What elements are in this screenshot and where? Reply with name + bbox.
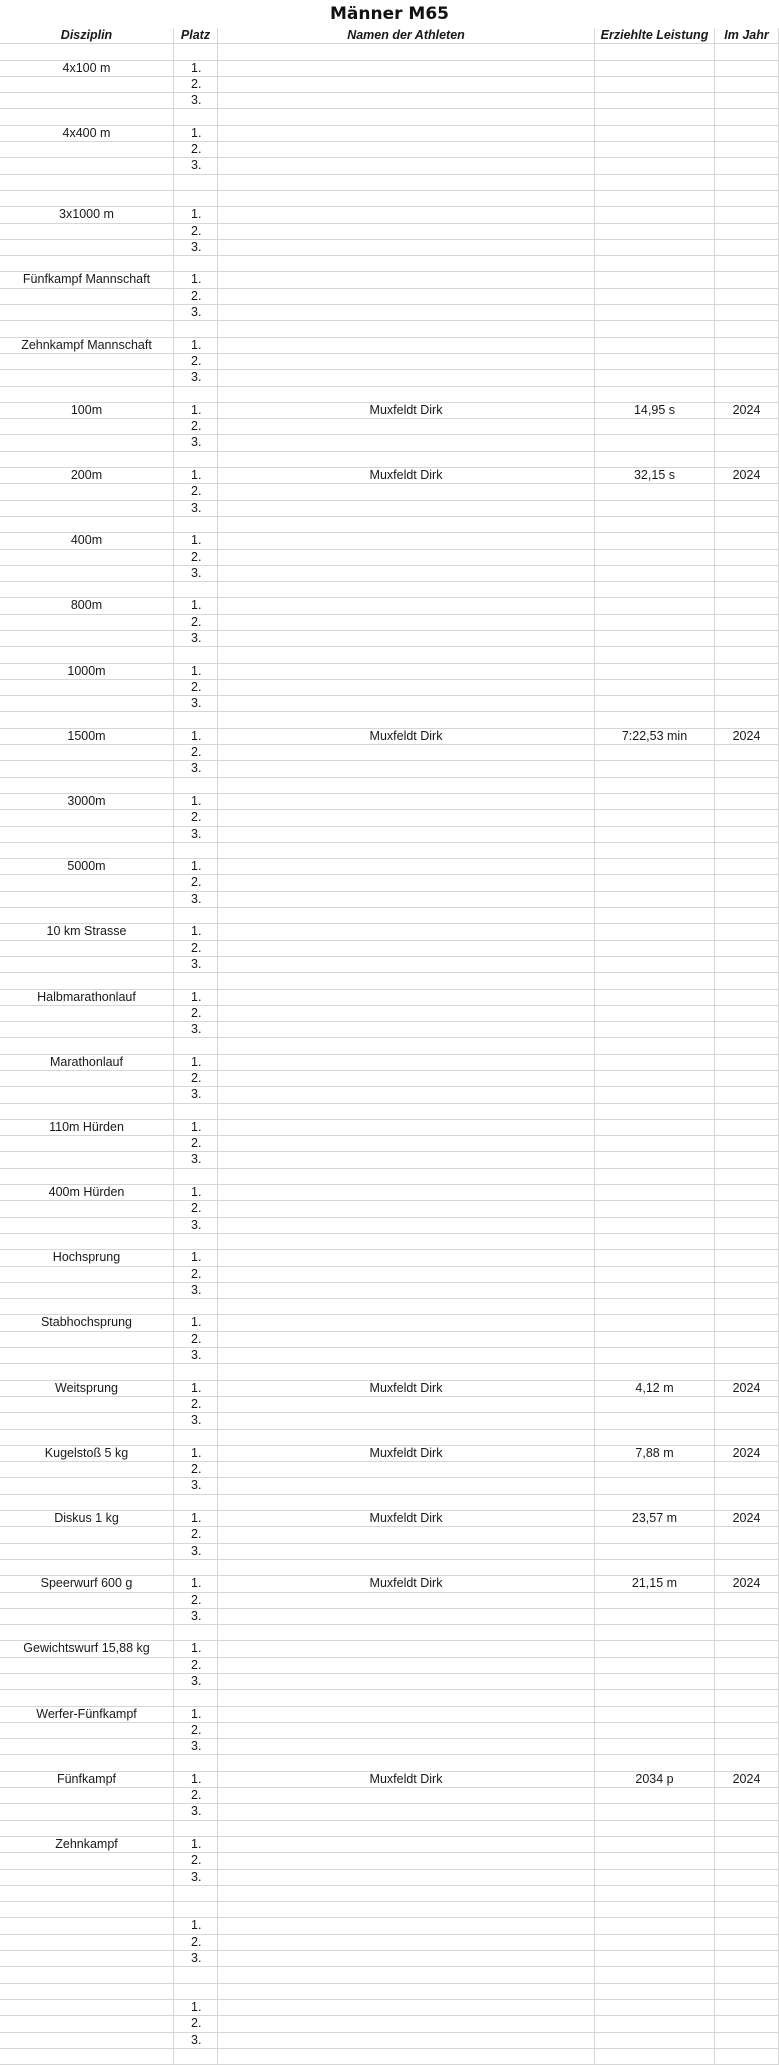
table-row-spacer <box>0 109 779 125</box>
table-row <box>0 957 779 973</box>
table-row <box>0 941 779 957</box>
table-row <box>0 1120 779 1136</box>
place-label: 2. <box>173 2016 217 2031</box>
table-header-row <box>0 28 779 44</box>
table-row <box>0 1315 779 1331</box>
table-row <box>0 484 779 500</box>
place-label: 1. <box>173 1707 217 1722</box>
table-row <box>0 696 779 712</box>
table-row <box>0 1152 779 1168</box>
place-label: 3. <box>173 957 217 972</box>
table-row <box>0 924 779 940</box>
place-label: 2. <box>173 1658 217 1673</box>
year-value: 2024 <box>714 1511 779 1526</box>
table-row-spacer <box>0 1625 779 1641</box>
header-jahr: Im Jahr <box>714 28 779 43</box>
table-row <box>0 1870 779 1886</box>
place-label: 2. <box>173 1593 217 1608</box>
discipline-name: Fünfkampf Mannschaft <box>22 272 151 287</box>
table-row <box>0 338 779 354</box>
table-row <box>0 680 779 696</box>
discipline-name: Diskus 1 kg <box>54 1511 119 1526</box>
place-label: 3. <box>173 1413 217 1428</box>
athlete-name: Muxfeldt Dirk <box>217 1772 594 1787</box>
table-row <box>0 158 779 174</box>
table-row <box>0 615 779 631</box>
place-label: 1. <box>173 207 217 222</box>
place-label: 1. <box>173 1641 217 1656</box>
place-label: 3. <box>173 1674 217 1689</box>
table-row-spacer <box>0 1967 779 1983</box>
table-row <box>0 550 779 566</box>
table-row <box>0 224 779 240</box>
table-row <box>0 794 779 810</box>
discipline-name: 4x100 m <box>62 60 111 75</box>
table-row <box>0 2000 779 2016</box>
athlete-name: Muxfeldt Dirk <box>217 468 594 483</box>
place-label: 2. <box>173 1071 217 1086</box>
table-row <box>0 207 779 223</box>
table-row <box>0 1218 779 1234</box>
table-row <box>0 2033 779 2049</box>
place-label: 2. <box>173 1788 217 1803</box>
place-label: 2. <box>173 1006 217 1021</box>
place-label: 2. <box>173 1136 217 1151</box>
table-row <box>0 272 779 288</box>
year-value: 2024 <box>714 403 779 418</box>
table-row <box>0 126 779 142</box>
discipline-name: Hochsprung <box>52 1250 121 1265</box>
table-row <box>0 1397 779 1413</box>
place-label: 1. <box>173 533 217 548</box>
table-row-spacer <box>0 1821 779 1837</box>
table-row <box>0 61 779 77</box>
table-row-spacer <box>0 778 779 794</box>
table-row <box>0 419 779 435</box>
table-row <box>0 761 779 777</box>
table-row-spacer <box>0 1560 779 1576</box>
table-row <box>0 1413 779 1429</box>
table-row <box>0 533 779 549</box>
table-row <box>0 1609 779 1625</box>
place-label: 2. <box>173 1201 217 1216</box>
table-row <box>0 1087 779 1103</box>
place-label: 3. <box>173 1739 217 1754</box>
table-row <box>0 892 779 908</box>
table-row <box>0 1837 779 1853</box>
table-row <box>0 1951 779 1967</box>
place-label: 2. <box>173 680 217 695</box>
discipline-name: Kugelstoß 5 kg <box>44 1445 129 1460</box>
table-row <box>0 142 779 158</box>
place-label: 3. <box>173 1609 217 1624</box>
table-row <box>0 1381 779 1397</box>
place-label: 1. <box>173 1381 217 1396</box>
place-label: 1. <box>173 1918 217 1933</box>
place-label: 1. <box>173 1837 217 1852</box>
result-value: 7,88 m <box>594 1446 714 1461</box>
discipline-name: Werfer-Fünfkampf <box>36 1706 137 1721</box>
place-label: 3. <box>173 1348 217 1363</box>
table-row <box>0 1544 779 1560</box>
table-row <box>0 240 779 256</box>
table-row <box>0 1593 779 1609</box>
table-row <box>0 2016 779 2032</box>
place-label: 2. <box>173 875 217 890</box>
year-value: 2024 <box>714 1772 779 1787</box>
place-label: 2. <box>173 419 217 434</box>
place-label: 3. <box>173 435 217 450</box>
place-label: 1. <box>173 794 217 809</box>
result-value: 7:22,53 min <box>594 729 714 744</box>
table-row <box>0 1478 779 1494</box>
table-row <box>0 664 779 680</box>
discipline-name: Fünfkampf <box>56 1771 117 1786</box>
discipline-name: 3000m <box>67 793 106 808</box>
place-label: 3. <box>173 93 217 108</box>
year-value: 2024 <box>714 468 779 483</box>
place-label: 1. <box>173 859 217 874</box>
place-label: 3. <box>173 1804 217 1819</box>
place-label: 3. <box>173 1087 217 1102</box>
table-row <box>0 1006 779 1022</box>
place-label: 2. <box>173 1462 217 1477</box>
place-label: 2. <box>173 941 217 956</box>
place-label: 2. <box>173 1267 217 1282</box>
table-row-spacer <box>0 321 779 337</box>
place-label: 2. <box>173 354 217 369</box>
table-row-spacer <box>0 712 779 728</box>
result-value: 23,57 m <box>594 1511 714 1526</box>
table-row <box>0 1022 779 1038</box>
table-row <box>0 631 779 647</box>
place-label: 1. <box>173 990 217 1005</box>
table-row-spacer <box>0 1104 779 1120</box>
place-label: 3. <box>173 1283 217 1298</box>
place-label: 3. <box>173 370 217 385</box>
table-row <box>0 729 779 745</box>
place-label: 2. <box>173 745 217 760</box>
table-row <box>0 1348 779 1364</box>
table-row <box>0 370 779 386</box>
place-label: 3. <box>173 1544 217 1559</box>
table-row <box>0 435 779 451</box>
discipline-name: 100m <box>70 402 103 417</box>
table-row-spacer <box>0 582 779 598</box>
place-label: 3. <box>173 827 217 842</box>
place-label: 1. <box>173 338 217 353</box>
table-row-spacer <box>0 1495 779 1511</box>
place-label: 1. <box>173 1446 217 1461</box>
discipline-name: Zehnkampf Mannschaft <box>21 337 152 352</box>
place-label: 2. <box>173 615 217 630</box>
discipline-name: 1000m <box>67 663 106 678</box>
place-label: 2. <box>173 484 217 499</box>
discipline-name: Speerwurf 600 g <box>40 1576 133 1591</box>
place-label: 1. <box>173 272 217 287</box>
table-row <box>0 598 779 614</box>
discipline-name: Weitsprung <box>55 1380 118 1395</box>
table-row-spacer <box>0 452 779 468</box>
table-row <box>0 1576 779 1592</box>
table-row <box>0 93 779 109</box>
discipline-name: 5000m <box>67 859 106 874</box>
place-label: 1. <box>173 924 217 939</box>
place-label: 1. <box>173 468 217 483</box>
place-label: 2. <box>173 289 217 304</box>
discipline-name: 3x1000 m <box>59 207 114 222</box>
header-leistung: Erziehlte Leistung <box>594 28 714 43</box>
table-row-spacer <box>0 647 779 663</box>
table-row <box>0 1674 779 1690</box>
table-row <box>0 1511 779 1527</box>
place-label: 3. <box>173 501 217 516</box>
table-row <box>0 289 779 305</box>
place-label: 1. <box>173 729 217 744</box>
place-label: 2. <box>173 1935 217 1950</box>
table-row-spacer <box>0 1902 779 1918</box>
place-label: 1. <box>173 403 217 418</box>
place-label: 3. <box>173 2033 217 2048</box>
discipline-name: Gewichtswurf 15,88 kg <box>23 1641 150 1656</box>
place-label: 1. <box>173 1772 217 1787</box>
table-row <box>0 810 779 826</box>
table-row <box>0 1446 779 1462</box>
place-label: 1. <box>173 1315 217 1330</box>
result-value: 32,15 s <box>594 468 714 483</box>
year-value: 2024 <box>714 1576 779 1591</box>
header-platz: Platz <box>173 28 217 43</box>
table-row-spacer <box>0 973 779 989</box>
discipline-name: 4x400 m <box>62 125 111 140</box>
table-row-spacer <box>0 1234 779 1250</box>
place-label: 2. <box>173 550 217 565</box>
header-namen: Namen der Athleten <box>217 28 594 43</box>
discipline-name: Stabhochsprung <box>40 1315 133 1330</box>
table-row <box>0 1935 779 1951</box>
table-row <box>0 501 779 517</box>
table-row-spacer <box>0 2049 779 2065</box>
table-row-spacer <box>0 44 779 60</box>
place-label: 1. <box>173 1250 217 1265</box>
discipline-name: 800m <box>70 598 103 613</box>
year-value: 2024 <box>714 1381 779 1396</box>
place-label: 1. <box>173 1185 217 1200</box>
table-row-spacer <box>0 1755 779 1771</box>
table-row <box>0 77 779 93</box>
place-label: 2. <box>173 224 217 239</box>
place-label: 3. <box>173 892 217 907</box>
page-title: Männer M65 <box>330 4 449 24</box>
table-row <box>0 468 779 484</box>
results-table <box>0 28 779 2065</box>
result-value: 4,12 m <box>594 1381 714 1396</box>
table-row-spacer <box>0 1299 779 1315</box>
table-row <box>0 875 779 891</box>
place-label: 2. <box>173 1332 217 1347</box>
place-label: 2. <box>173 1527 217 1542</box>
place-label: 3. <box>173 761 217 776</box>
table-row-spacer <box>0 1690 779 1706</box>
table-row <box>0 1055 779 1071</box>
table-row <box>0 1772 779 1788</box>
table-row <box>0 1853 779 1869</box>
place-label: 2. <box>173 1397 217 1412</box>
table-row <box>0 859 779 875</box>
table-row <box>0 1250 779 1266</box>
place-label: 1. <box>173 126 217 141</box>
place-label: 3. <box>173 158 217 173</box>
table-row <box>0 403 779 419</box>
discipline-name: 200m <box>70 468 103 483</box>
place-label: 3. <box>173 305 217 320</box>
year-value: 2024 <box>714 1446 779 1461</box>
discipline-name: Zehnkampf <box>55 1836 118 1851</box>
table-row <box>0 1136 779 1152</box>
place-label: 1. <box>173 1511 217 1526</box>
athlete-name: Muxfeldt Dirk <box>217 729 594 744</box>
table-row <box>0 1804 779 1820</box>
table-row <box>0 1283 779 1299</box>
place-label: 3. <box>173 566 217 581</box>
place-label: 1. <box>173 2000 217 2015</box>
table-row <box>0 1071 779 1087</box>
place-label: 1. <box>173 664 217 679</box>
table-row-spacer <box>0 908 779 924</box>
table-row <box>0 1185 779 1201</box>
athlete-name: Muxfeldt Dirk <box>217 1511 594 1526</box>
discipline-name: 400m <box>70 533 103 548</box>
place-label: 3. <box>173 1152 217 1167</box>
table-row <box>0 1658 779 1674</box>
table-row <box>0 1918 779 1934</box>
athlete-name: Muxfeldt Dirk <box>217 1576 594 1591</box>
place-label: 3. <box>173 696 217 711</box>
table-row <box>0 745 779 761</box>
discipline-name: 400m Hürden <box>48 1185 125 1200</box>
header-disziplin: Disziplin <box>60 28 113 42</box>
table-row-spacer <box>0 1364 779 1380</box>
table-row <box>0 990 779 1006</box>
table-row <box>0 1707 779 1723</box>
place-label: 1. <box>173 1055 217 1070</box>
table-row-spacer <box>0 843 779 859</box>
table-row-spacer <box>0 517 779 533</box>
table-row <box>0 305 779 321</box>
table-row <box>0 1723 779 1739</box>
athlete-name: Muxfeldt Dirk <box>217 1381 594 1396</box>
place-label: 2. <box>173 77 217 92</box>
table-row <box>0 1739 779 1755</box>
place-label: 1. <box>173 1576 217 1591</box>
place-label: 3. <box>173 631 217 646</box>
table-row-spacer <box>0 1169 779 1185</box>
place-label: 3. <box>173 1951 217 1966</box>
table-row-spacer <box>0 1038 779 1054</box>
table-row <box>0 827 779 843</box>
place-label: 2. <box>173 142 217 157</box>
place-label: 3. <box>173 1870 217 1885</box>
result-value: 21,15 m <box>594 1576 714 1591</box>
place-label: 2. <box>173 810 217 825</box>
table-row-spacer <box>0 1984 779 2000</box>
place-label: 3. <box>173 240 217 255</box>
place-label: 3. <box>173 1478 217 1493</box>
table-row <box>0 1527 779 1543</box>
table-row <box>0 1641 779 1657</box>
discipline-name: Marathonlauf <box>50 1054 123 1069</box>
table-row <box>0 1462 779 1478</box>
table-row <box>0 1788 779 1804</box>
place-label: 2. <box>173 1723 217 1738</box>
table-row-spacer <box>0 256 779 272</box>
table-row <box>0 566 779 582</box>
table-row <box>0 1267 779 1283</box>
table-row-spacer <box>0 1430 779 1446</box>
table-row <box>0 1332 779 1348</box>
discipline-name: Halbmarathonlauf <box>37 989 136 1004</box>
table-row-spacer <box>0 1886 779 1902</box>
discipline-name: 1500m <box>67 728 106 743</box>
place-label: 1. <box>173 1120 217 1135</box>
table-row-spacer <box>0 387 779 403</box>
athlete-name: Muxfeldt Dirk <box>217 403 594 418</box>
discipline-name: 110m Hürden <box>49 1119 124 1134</box>
table-row <box>0 1201 779 1217</box>
place-label: 3. <box>173 1022 217 1037</box>
result-value: 14,95 s <box>594 403 714 418</box>
year-value: 2024 <box>714 729 779 744</box>
place-label: 1. <box>173 598 217 613</box>
table-row-spacer <box>0 191 779 207</box>
result-value: 2034 p <box>594 1772 714 1787</box>
place-label: 3. <box>173 1218 217 1233</box>
place-label: 2. <box>173 1853 217 1868</box>
place-label: 1. <box>173 61 217 76</box>
discipline-name: 10 km Strasse <box>46 924 127 939</box>
athlete-name: Muxfeldt Dirk <box>217 1446 594 1461</box>
table-row-spacer <box>0 175 779 191</box>
table-row <box>0 354 779 370</box>
